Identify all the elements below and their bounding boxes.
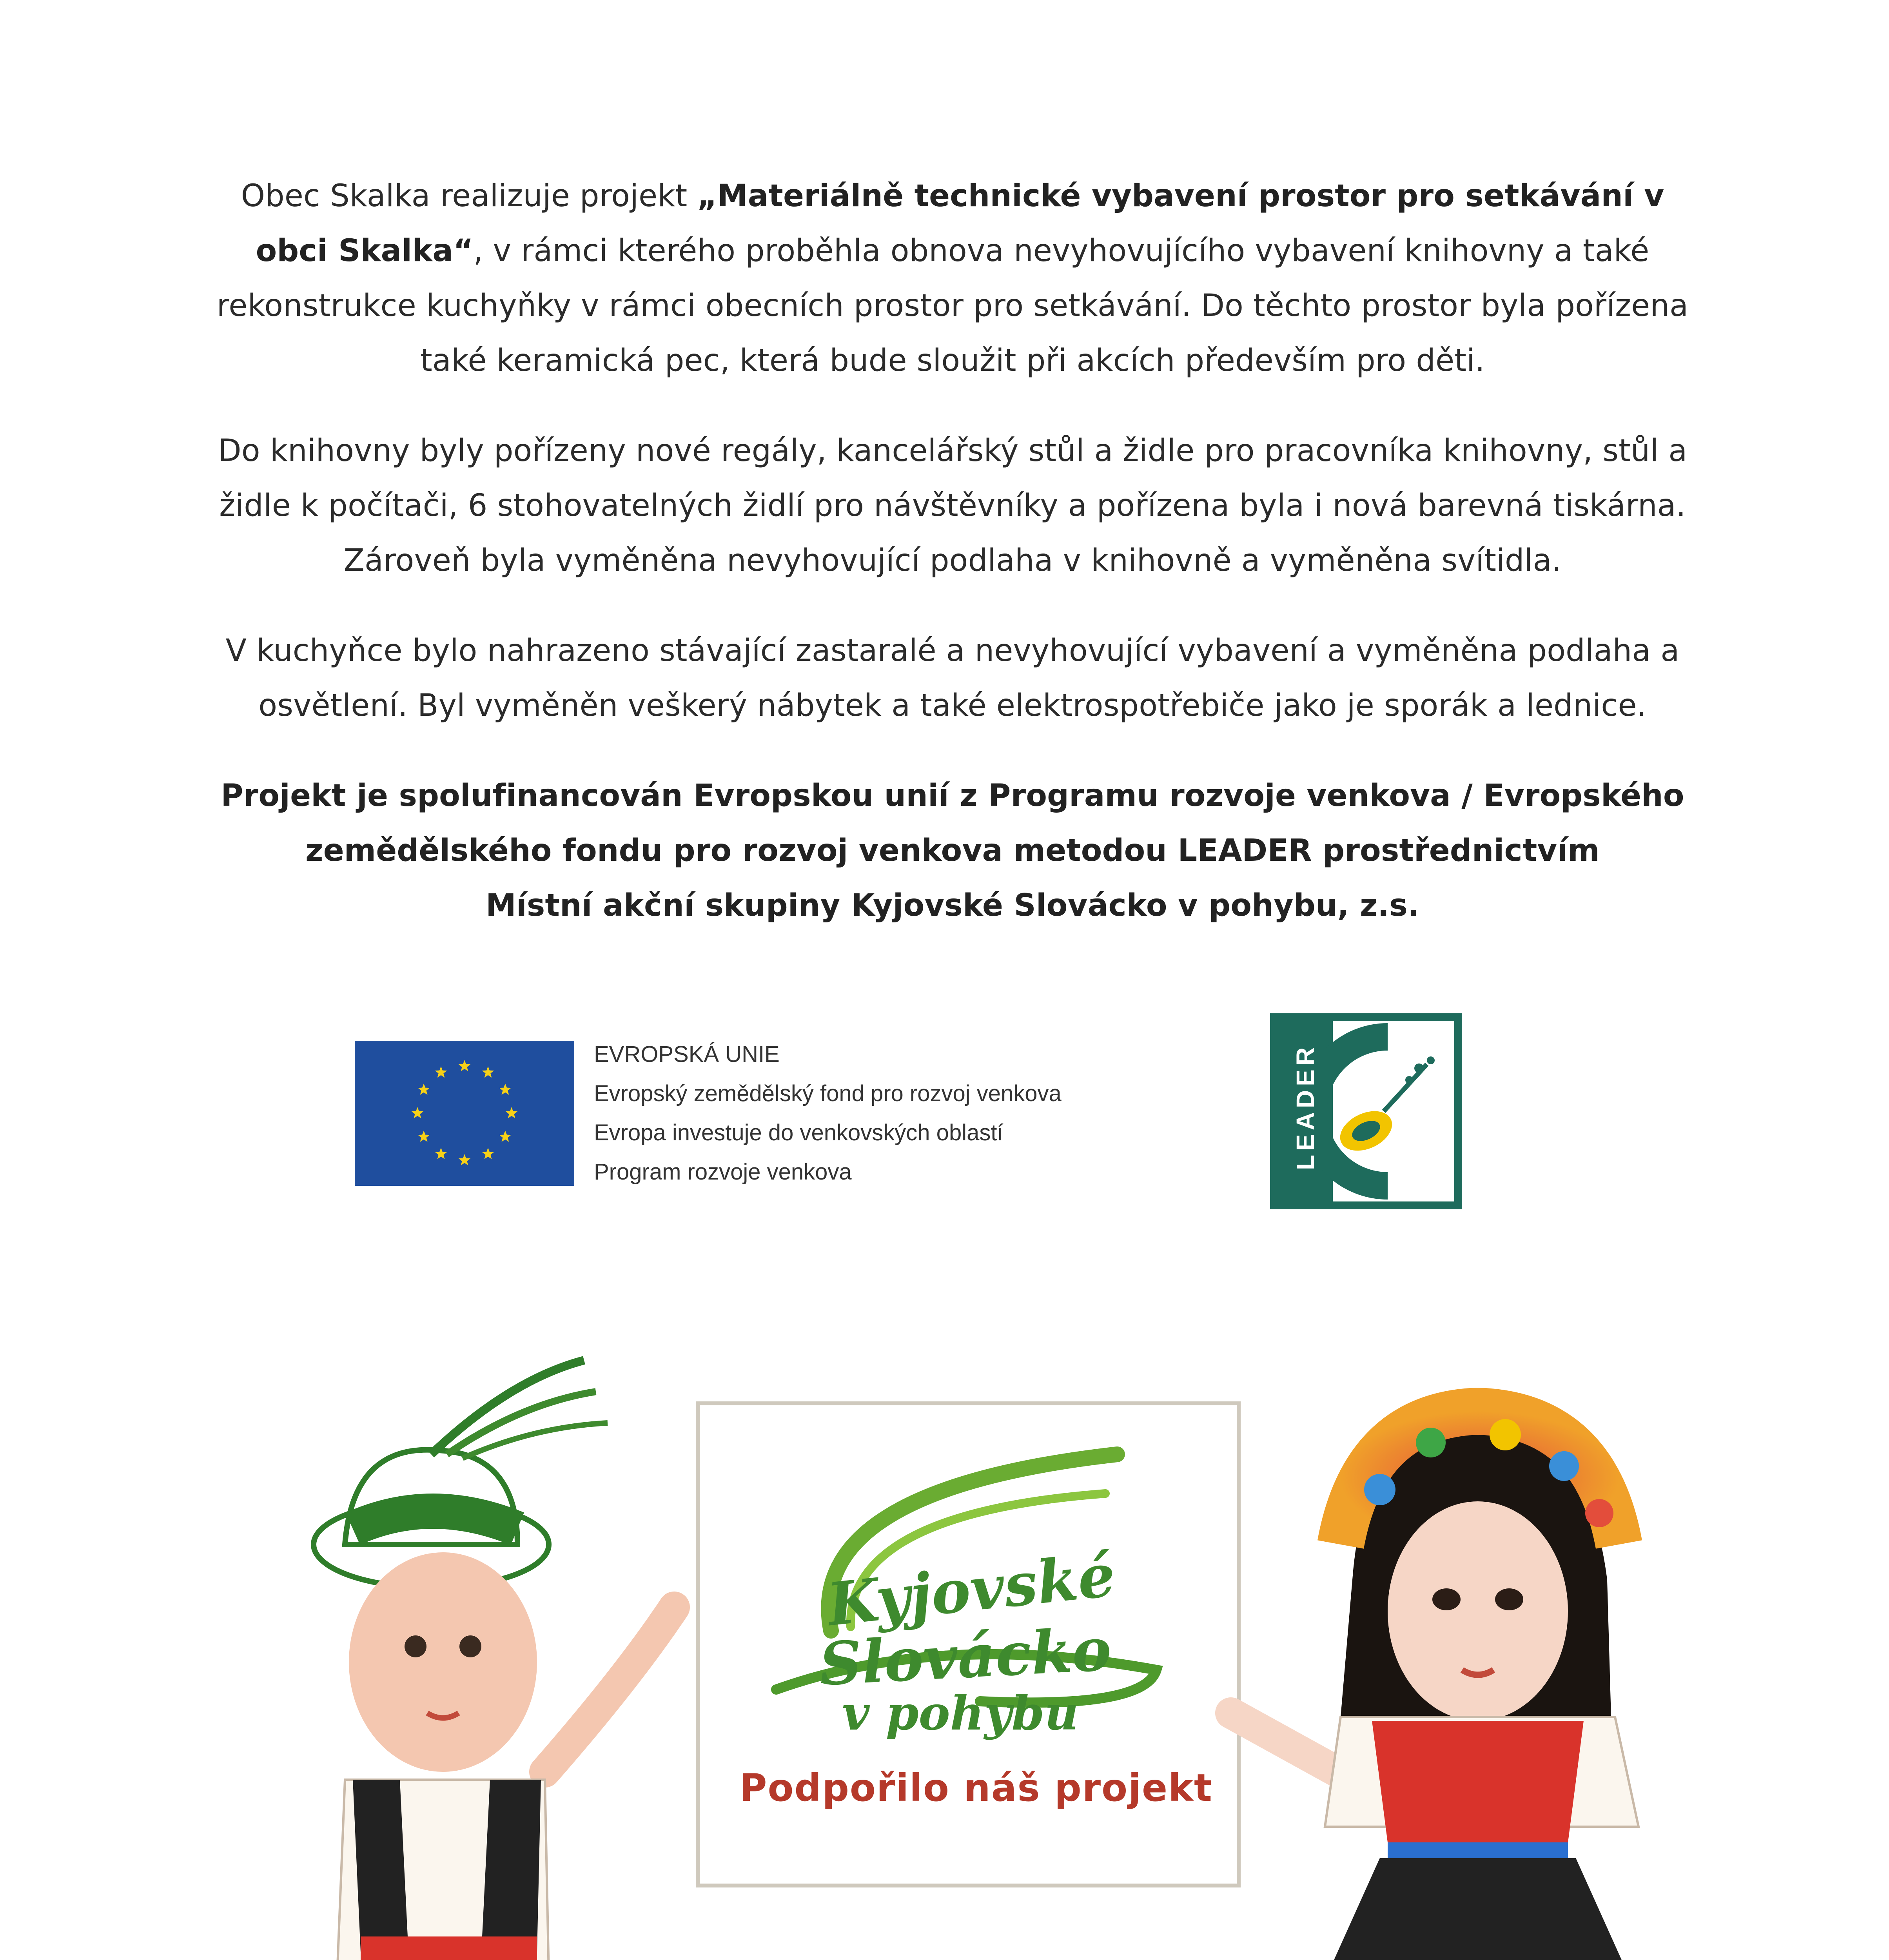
eu-flag-icon xyxy=(355,1041,574,1186)
paragraph-intro xyxy=(204,169,1701,388)
eu-star xyxy=(459,1154,470,1165)
leader-text: LEADER xyxy=(1291,1043,1319,1170)
eu-invest: Evropa investuje do venkovských oblastí xyxy=(594,1120,1003,1145)
project-title: „Materiálně technické vybavení prostor pro setkávání v obci Skalka“ xyxy=(256,178,1664,269)
eu-star xyxy=(435,1066,447,1078)
funding-line-3: Místní akční skupiny Kyjovské Slovácko v pohybu, z.s. xyxy=(486,888,1419,923)
sign-kyjovske: Kyjovské xyxy=(824,1541,1119,1640)
paragraph-funding xyxy=(204,768,1701,933)
eu-title: EVROPSKÁ UNIE xyxy=(594,1042,780,1067)
funding-line-1: Projekt je spolufinancován Evropskou unií z Programu rozvoje venkova / Evropského xyxy=(221,778,1684,813)
eu-star xyxy=(482,1066,494,1078)
eu-star xyxy=(459,1060,470,1071)
eu-star xyxy=(435,1148,447,1159)
eu-logo xyxy=(355,1035,1158,1192)
sign-v-pohybu: v pohybu xyxy=(842,1686,1079,1741)
paragraph-kitchen: V kuchyňce bylo nahrazeno stávající zastaralé a nevyhovující vybavení a vyměněna podlaha a osvětlení. Byl vyměněn veškerý nábytek a také elektrospotřebiče jako je sporák a lednice. xyxy=(225,633,1680,723)
eu-star xyxy=(418,1131,430,1142)
eu-fund: Evropský zemědělský fond pro rozvoj venkova xyxy=(594,1081,1062,1106)
eu-program: Program rozvoje venkova xyxy=(594,1159,852,1185)
eu-star xyxy=(506,1107,517,1118)
illustration xyxy=(0,1325,1889,1960)
eu-star xyxy=(482,1148,494,1159)
sign-caption: Podpořilo náš projekt xyxy=(739,1766,1213,1810)
leader-logo xyxy=(1270,1013,1462,1209)
eu-text xyxy=(594,1035,1062,1192)
funding-line-2: zemědělského fondu pro rozvoj venkova metodou LEADER prostřednictvím xyxy=(305,833,1600,868)
eu-star xyxy=(499,1131,511,1142)
eu-star xyxy=(412,1107,423,1118)
eu-star xyxy=(499,1083,511,1095)
paragraph-library: Do knihovny byly pořízeny nové regály, kancelářský stůl a židle pro pracovníka knihovny, stůl a židle k počítači, 6 stohovatelných židlí pro návštěvníky a pořízena byla i nová barevná tiskárna. Zároveň byla vyměněna nevyhovující podlaha v knihovně a vyměněna svítidla. xyxy=(218,433,1688,578)
sign-slovacko: Slovácko xyxy=(817,1615,1113,1699)
eu-star xyxy=(418,1083,430,1095)
intro-rest: , v rámci kterého proběhla obnova nevyhovujícího vybavení knihovny a také rekonstrukce kuchyňky v rámci obecních prostor pro setkávání. Do těchto prostor byla pořízena také keramická pec, která bude sloužit při akcích především pro děti. xyxy=(216,233,1689,378)
main-text xyxy=(204,169,1701,968)
intro-text: Obec Skalka realizuje projekt xyxy=(241,178,697,214)
